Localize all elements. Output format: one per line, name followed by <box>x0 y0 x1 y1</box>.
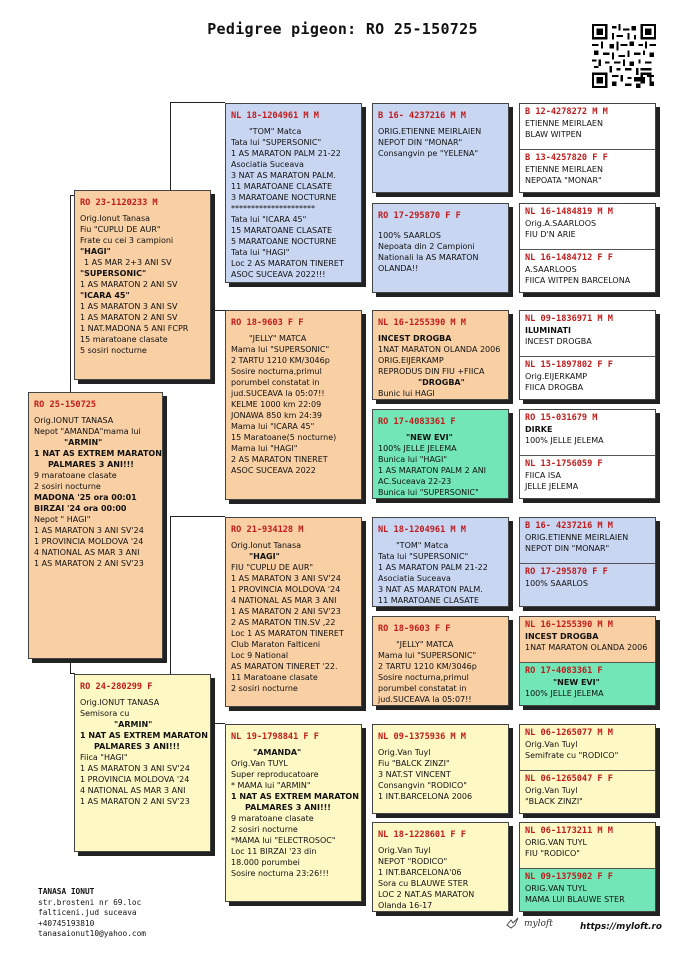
connector-line <box>211 723 225 724</box>
pedigree-line: 9 maratoane clasate <box>231 814 314 823</box>
ring-number: NL 16-1484819 M M <box>525 207 613 217</box>
gg-grandparent-sire[interactable] <box>520 311 655 356</box>
pedigree-line: NEPOT "RODICO" <box>378 857 448 866</box>
pedigree-line: Asociatia Suceava <box>378 574 451 583</box>
pedigree-line: Nationali la AS MARATON <box>378 253 479 262</box>
pedigree-line: 1 NAT AS EXTREM MARATON <box>34 449 162 458</box>
email-address: tanasaionut10@yahoo.com <box>38 929 146 938</box>
connector-line <box>70 195 71 393</box>
pedigree-line: INCEST DROGBA <box>525 632 599 641</box>
gg-grandparent-pair <box>519 724 656 814</box>
great-grandparent-card[interactable] <box>372 310 509 400</box>
gg-grandparent-dam[interactable] <box>520 249 655 293</box>
pedigree-line: ASOC SUCEAVA 2022!!! <box>231 270 326 279</box>
pedigree-line: 3 NAT.ST VINCENT <box>378 770 451 779</box>
pedigree-line: 3 NAT AS MARATON PALM. <box>231 171 336 180</box>
connector-line <box>170 516 225 517</box>
great-grandparent-card[interactable] <box>372 724 509 814</box>
pedigree-line: NEPOT DIN "MONAR" <box>378 138 463 147</box>
pedigree-line: "TOM" Matca <box>249 127 302 136</box>
connector-line <box>170 102 171 200</box>
pedigree-line: MADONA '25 ora 00:01 <box>34 493 137 502</box>
pedigree-line: 1 INT.BARCELONA 2006 <box>378 792 473 801</box>
gg-grandparent-dam[interactable] <box>520 149 655 193</box>
address-line: falticeni.jud suceava <box>38 908 137 917</box>
pedigree-line: 1 AS MARATON 3 ANI SV <box>80 302 178 311</box>
ring-number: RO 18-9603 F F <box>378 624 451 634</box>
pedigree-line: ORIG.VAN TUYL <box>525 838 588 847</box>
breeder-name: TANASA IONUT <box>38 887 95 896</box>
pedigree-line: FIICA DROGBA <box>525 383 584 392</box>
website-link[interactable]: https://myloft.ro <box>580 922 662 932</box>
pedigree-line: Fiu "CUPLU DE AUR" <box>80 225 161 234</box>
pedigree-line: 1 AS MARATON PALM 21-22 <box>231 149 341 158</box>
ring-number: NL 16-1484712 F F <box>525 253 613 263</box>
pedigree-line: PALMARES 3 ANI!!! <box>94 742 180 751</box>
breeder-address <box>38 887 146 940</box>
pedigree-line: 15 maratoane clasate <box>80 335 168 344</box>
pedigree-line: Sosire nocturna 23:26!!! <box>231 869 329 878</box>
ring-number: RO 17-295870 F F <box>378 211 461 221</box>
pedigree-line: ILUMINATI <box>525 326 571 335</box>
pedigree-line: INCEST DROGBA <box>525 337 592 346</box>
pedigree-line: 100% SAARLOS <box>378 231 441 240</box>
pedigree-line: Orig.IONUT TANASA <box>34 416 114 425</box>
pedigree-line: JELLE JELEMA <box>525 482 579 491</box>
pedigree-line: 1NAT MARATON OLANDA 2006 <box>525 643 648 652</box>
pedigree-line: ETIENNE MEIRLAEN <box>525 165 603 174</box>
pedigree-line: Consangvin pe "YELENA" <box>378 149 479 158</box>
pedigree-line: "BLACK ZINZI" <box>525 797 583 806</box>
great-grandparent-card[interactable] <box>372 517 509 607</box>
connector-line <box>170 516 171 674</box>
pedigree-line: Orig.Van TUYL <box>231 759 288 768</box>
pedigree-line: "JELLY" MATCA <box>249 334 307 343</box>
ring-number: RO 21-934128 M <box>231 525 304 535</box>
gg-grandparent-pair <box>519 616 656 706</box>
pedigree-line: "ARMIN" <box>114 720 153 729</box>
pedigree-line: 100% JELLE JELEMA <box>378 444 457 453</box>
pedigree-line: 5 MARATOANE NOCTURNE <box>231 237 337 246</box>
pedigree-line: Mama lui "SUPERSONIC" <box>231 345 330 354</box>
ring-number: B 12-4278272 M M <box>525 107 608 117</box>
pedigree-line: jud.SUCEAVA la 05:07!! <box>231 389 325 398</box>
pedigree-line: FIU "RODICO" <box>525 849 580 858</box>
pedigree-line: 1 AS MARATON 2 ANI SV <box>80 313 178 322</box>
subject-card[interactable] <box>28 392 163 659</box>
address-line: str.brosteni nr 69.loc <box>38 897 142 907</box>
gg-grandparent-dam[interactable] <box>520 868 655 912</box>
pedigree-line: LOC 2 NAT.AS MARATON <box>378 890 475 899</box>
great-grandparent-card[interactable] <box>372 103 509 193</box>
gg-grandparent-sire[interactable] <box>520 518 655 563</box>
pedigree-line: Orig.A.SAARLOOS <box>525 219 597 228</box>
pedigree-line: "AMANDA" <box>253 748 302 757</box>
pedigree-line: 15 MARATOANE CLASATE <box>231 226 332 235</box>
pedigree-line: 1 INT.BARCELONA'06 <box>378 868 462 877</box>
pedigree-line: Nepot " HAGI" <box>34 515 91 524</box>
gg-grandparent-sire[interactable] <box>520 410 655 455</box>
pedigree-line: 9 maratoane clasate <box>34 471 117 480</box>
pedigree-line: FIICA WITPEN BARCELONA <box>525 276 631 285</box>
pedigree-line: FIU D'N ARIE <box>525 230 576 239</box>
connector-line <box>70 660 71 674</box>
sire-card[interactable] <box>74 190 211 380</box>
pedigree-line: Orig.IONUT TANASA <box>80 698 160 707</box>
ring-number: RO 23-1120233 M <box>80 198 158 208</box>
gg-grandparent-dam[interactable] <box>520 662 655 706</box>
pedigree-line: Bunica lui "HAGI" <box>378 455 448 464</box>
granddam-maternal-card[interactable] <box>225 724 362 902</box>
pedigree-line: 1 AS MARATON 2 ANI SV'23 <box>34 559 144 568</box>
pedigree-line: 18.000 porumbei <box>231 858 300 867</box>
pedigree-line: Tata lui "SUPERSONIC" <box>231 138 322 147</box>
ring-number: NL 06-1265047 F F <box>525 774 613 784</box>
pedigree-line: Semifrate cu "RODICO" <box>525 751 619 760</box>
pedigree-line: Loc 1 AS MARATON TINERET <box>231 629 344 638</box>
pedigree-line: Sora cu BLAUWE STER <box>378 879 469 888</box>
gg-grandparent-pair <box>519 409 656 499</box>
pedigree-line: Nepoata din 2 Campioni <box>378 242 475 251</box>
pedigree-line: 15 Maratoane(5 nocturne) <box>231 433 337 442</box>
pedigree-line: Asociatia Suceava <box>231 160 304 169</box>
pedigree-line: NEPOATA "MONAR" <box>525 176 602 185</box>
brand-logo: myloft <box>524 919 553 929</box>
pedigree-line: Club Maraton Falticeni <box>231 640 321 649</box>
pedigree-line: REPRODUS DIN FIU +FIICA <box>378 367 485 376</box>
granddam-paternal-card[interactable] <box>225 310 362 500</box>
pedigree-line: 1 AS MARATON 3 ANI SV'24 <box>80 764 190 773</box>
pedigree-line: "ARMIN" <box>64 438 103 447</box>
ring-number: NL 09-1836971 M M <box>525 314 613 324</box>
pedigree-line: 1 AS MARATON 3 ANI SV'24 <box>231 574 341 583</box>
pedigree-line: ********************* <box>231 204 315 213</box>
ring-number: B 16- 4237216 M M <box>378 111 466 121</box>
pedigree-line: DIRKE <box>525 425 553 434</box>
pedigree-line: 4 NATIONAL AS MAR 3 ANI <box>34 548 140 557</box>
ring-number: NL 15-1897802 F F <box>525 360 613 370</box>
ring-number: RO 17-4083361 F <box>525 666 603 676</box>
pedigree-line: "SUPERSONIC" <box>80 269 147 278</box>
pedigree-line: Orig.EIJERKAMP <box>525 372 588 381</box>
pedigree-line: Fiica "HAGI" <box>80 753 128 762</box>
gg-grandparent-pair <box>519 103 656 193</box>
pedigree-line: Orig.Ionut Tanasa <box>80 214 151 223</box>
gg-grandparent-sire[interactable] <box>520 725 655 770</box>
pedigree-line: Orig.Van Tuyl <box>378 748 431 757</box>
pedigree-line: *MAMA lui "ELECTROSOC" <box>231 836 336 845</box>
pedigree-line: INCEST DROGBA <box>378 334 452 343</box>
pedigree-line: "TOM" Matca <box>396 541 449 550</box>
gg-grandparent-sire[interactable] <box>520 104 655 149</box>
pedigree-line: Loc 11 BIRZAI '23 din <box>231 847 317 856</box>
ring-number: RO 18-9603 F F <box>231 318 304 328</box>
pedigree-line: porumbel constatat in <box>378 684 467 693</box>
pedigree-line: 5 sosiri nocturne <box>80 346 147 355</box>
gg-grandparent-dam[interactable] <box>520 455 655 499</box>
ring-number: NL 16-1255390 M M <box>525 620 613 630</box>
pedigree-line: Sosire nocturna,primul <box>231 367 322 376</box>
pedigree-line: 2 sosiri nocturne <box>231 825 298 834</box>
ring-number: NL 19-1798841 F F <box>231 732 319 742</box>
pedigree-line: porumbel constatat in <box>231 378 320 387</box>
ring-number: RO 17-295870 F F <box>525 567 608 577</box>
ring-number: NL 09-1375902 F F <box>525 872 613 882</box>
pedigree-line: Nepot "AMANDA"mama lui <box>34 427 141 436</box>
gg-grandparent-pair <box>519 517 656 607</box>
pedigree-line: * MAMA lui "ARMIN" <box>231 781 311 790</box>
gg-grandparent-pair <box>519 822 656 912</box>
pedigree-line: 2 TARTU 1210 KM/3046p <box>231 356 330 365</box>
grandsire-paternal-card[interactable] <box>225 103 362 283</box>
pedigree-line: 1 NAT AS EXTREM MARATON <box>231 792 359 801</box>
ring-number: NL 18-1228601 F F <box>378 830 466 840</box>
pedigree-line: JONAWA 850 km 24:39 <box>231 411 322 420</box>
pedigree-line: 4 NATIONAL AS MAR 3 ANI <box>80 786 186 795</box>
connector-line <box>170 102 225 103</box>
pedigree-line: 1 AS MARATON 2 ANI SV'23 <box>80 797 190 806</box>
ring-number: NL 06-1173211 M M <box>525 826 613 836</box>
pedigree-line: Mama lui "ICARA 45" <box>231 422 315 431</box>
phone-number: +40745193810 <box>38 918 95 928</box>
pedigree-line: Loc 2 AS MARATON TINERET <box>231 259 344 268</box>
pedigree-line: 1 NAT AS EXTREM MARATON <box>80 731 208 740</box>
gg-grandparent-dam[interactable] <box>520 356 655 400</box>
pedigree-line: 1 AS MARATON 3 ANI SV'24 <box>34 526 144 535</box>
pedigree-line: AC.Suceava 22-23 <box>378 477 452 486</box>
pedigree-line: 11 MARATOANE CLASATE <box>231 182 332 191</box>
pedigree-line: AS MARATON TINERET '22. <box>231 662 338 671</box>
pedigree-line: "ICARA 45" <box>80 291 130 300</box>
pedigree-line: BLAW WITPEN <box>525 130 582 139</box>
pedigree-line: "NEW EVI" <box>406 433 453 442</box>
dam-card[interactable] <box>74 674 211 852</box>
gg-grandparent-sire[interactable] <box>520 204 655 249</box>
ring-number: B 13-4257820 F F <box>525 153 608 163</box>
pedigree-line: 1 PROVINCIA MOLDOVA '24 <box>80 775 190 784</box>
pedigree-line: 2 AS MARATON TIN.SV ,22 <box>231 618 336 627</box>
pigeon-logo-icon <box>506 916 520 930</box>
qr-code-icon <box>592 24 656 88</box>
pedigree-line: MAMA LUI BLAUWE STER <box>525 895 625 904</box>
pedigree-line: 1 PROVINCIA MOLDOVA '24 <box>231 585 341 594</box>
pedigree-line: PALMARES 3 ANI!!! <box>245 803 331 812</box>
pedigree-line: 1 AS MAR 2+3 ANI SV <box>84 258 172 267</box>
pedigree-line: NEPOT DIN "MONAR" <box>525 544 610 553</box>
pedigree-line: 2 AS MARATON TINERET <box>231 455 328 464</box>
pedigree-line: Olanda 16-17 <box>378 901 433 910</box>
pedigree-line: 100% JELLE JELEMA <box>525 436 604 445</box>
pedigree-line: ORIG.VAN TUYL <box>525 884 588 893</box>
ring-number: NL 16-1255390 M M <box>378 318 466 328</box>
pedigree-line: ORIG.EIJERKAMP <box>378 356 444 365</box>
ring-number: RO 25-150725 <box>34 400 97 410</box>
ring-number: B 16- 4237216 M M <box>525 521 613 531</box>
pedigree-line: Mama lui "HAGI" <box>231 444 298 453</box>
great-grandparent-card[interactable] <box>372 822 509 912</box>
pedigree-line: jud.SUCEAVA la 05:07!! <box>378 695 472 704</box>
pedigree-line: 100% JELLE JELEMA <box>525 689 604 698</box>
pedigree-line: "DROGBA" <box>418 378 465 387</box>
pedigree-line: 1 AS MARATON 2 ANI SV'23 <box>231 607 341 616</box>
great-grandparent-card[interactable] <box>372 616 509 706</box>
gg-grandparent-pair <box>519 310 656 400</box>
pedigree-line: Orig.Ionut Tanasa <box>231 541 302 550</box>
pedigree-line: 11 MARATOANE CLASATE <box>378 596 479 605</box>
pedigree-line: ORIG.ETIENNE MEIRLAIEN <box>378 127 482 136</box>
pedigree-line: ETIENNE MEIRLAEN <box>525 119 603 128</box>
pedigree-line: 1NAT MARATON OLANDA 2006 <box>378 345 501 354</box>
great-grandparent-card[interactable] <box>372 409 509 499</box>
ring-number: NL 18-1204961 M M <box>231 111 319 121</box>
pedigree-line: BIRZAI '24 ora 00:00 <box>34 504 127 513</box>
pedigree-line: Orig.Van Tuyl <box>525 740 578 749</box>
pedigree-line: FIU "CUPLU DE AUR" <box>231 563 314 572</box>
pedigree-line: 1 PROVINCIA MOLDOVA '24 <box>34 537 144 546</box>
pedigree-line: "JELLY" MATCA <box>396 640 454 649</box>
page-title: Pedigree pigeon: RO 25-150725 <box>207 20 478 38</box>
gg-grandparent-sire[interactable] <box>520 823 655 868</box>
gg-grandparent-pair <box>519 203 656 293</box>
pedigree-line: Fiu "BALCK ZINZI" <box>378 759 450 768</box>
pedigree-line: ORIG.ETIENNE MEIRLAIEN <box>525 533 629 542</box>
great-grandparent-card[interactable] <box>372 203 509 293</box>
pedigree-line: Orig.Van Tuyl <box>525 786 578 795</box>
ring-number: RO 24-280299 F <box>80 682 153 692</box>
pedigree-line: Tata lui "SUPERSONIC" <box>378 552 469 561</box>
pedigree-line: Sosire nocturna,primul <box>378 673 469 682</box>
pedigree-line: 2 sosiri nocturne <box>231 684 298 693</box>
pedigree-line: Consangvin "RODICO" <box>378 781 467 790</box>
pedigree-line: Bunica lui "SUPERSONIC" <box>378 488 479 497</box>
gg-grandparent-dam[interactable] <box>520 563 655 607</box>
ring-number: NL 13-1756059 F <box>525 459 603 469</box>
pedigree-line: 11 Maratoane clasate <box>231 673 318 682</box>
gg-grandparent-sire[interactable] <box>520 617 655 662</box>
pedigree-line: PALMARES 3 ANI!!! <box>48 460 134 469</box>
pedigree-line: OLANDA!! <box>378 264 419 273</box>
pedigree-line: 3 MARATOANE NOCTURNE <box>231 193 337 202</box>
gg-grandparent-dam[interactable] <box>520 770 655 814</box>
pedigree-line: FIICA ISA <box>525 471 561 480</box>
pedigree-line: Tata lui "HAGI" <box>231 248 290 257</box>
pedigree-line: 100% SAARLOS <box>525 579 588 588</box>
pedigree-line: "HAGI" <box>80 247 111 256</box>
pedigree-line: 3 NAT AS MARATON PALM. <box>378 585 483 594</box>
grandsire-maternal-card[interactable] <box>225 517 362 707</box>
ring-number: NL 09-1375936 M M <box>378 732 466 742</box>
ring-number: NL 18-1204961 M M <box>378 525 466 535</box>
pedigree-line: 1 AS MARATON PALM 21-22 <box>378 563 488 572</box>
pedigree-line: 2 sosiri nocturne <box>34 482 101 491</box>
pedigree-line: 4 NATIONAL AS MAR 3 ANI <box>231 596 337 605</box>
pedigree-line: Orig.Van Tuyl <box>378 846 431 855</box>
pedigree-line: Tata lui "ICARA 45" <box>231 215 307 224</box>
pedigree-line: Mama lui "SUPERSONIC" <box>378 651 477 660</box>
pedigree-line: KELME 1000 km 22:09 <box>231 400 322 409</box>
pedigree-line: Loc 9 National <box>231 651 289 660</box>
pedigree-line: Frate cu cei 3 campioni <box>80 236 174 245</box>
pedigree-line: 1 AS MARATON PALM 2 ANI <box>378 466 487 475</box>
connector-line <box>211 310 225 311</box>
pedigree-line: "NEW EVI" <box>553 678 600 687</box>
pedigree-line: Bunic lui HAGI <box>378 389 435 398</box>
pedigree-line: 1 NAT.MADONA 5 ANI FCPR <box>80 324 189 333</box>
pedigree-line: Super reproducatoare <box>231 770 319 779</box>
pedigree-line: ASOC SUCEAVA 2022 <box>231 466 316 475</box>
pedigree-line: 1 AS MARATON 2 ANI SV <box>80 280 178 289</box>
pedigree-line: A.SAARLOOS <box>525 265 577 274</box>
pedigree-line: "HAGI" <box>249 552 280 561</box>
pedigree-line: 2 TARTU 1210 KM/3046p <box>378 662 477 671</box>
pedigree-line: Semisora cu <box>80 709 130 718</box>
ring-number: NL 06-1265077 M M <box>525 728 613 738</box>
ring-number: RO 17-4083361 F <box>378 417 456 427</box>
ring-number: RO 15-031679 M <box>525 413 598 423</box>
